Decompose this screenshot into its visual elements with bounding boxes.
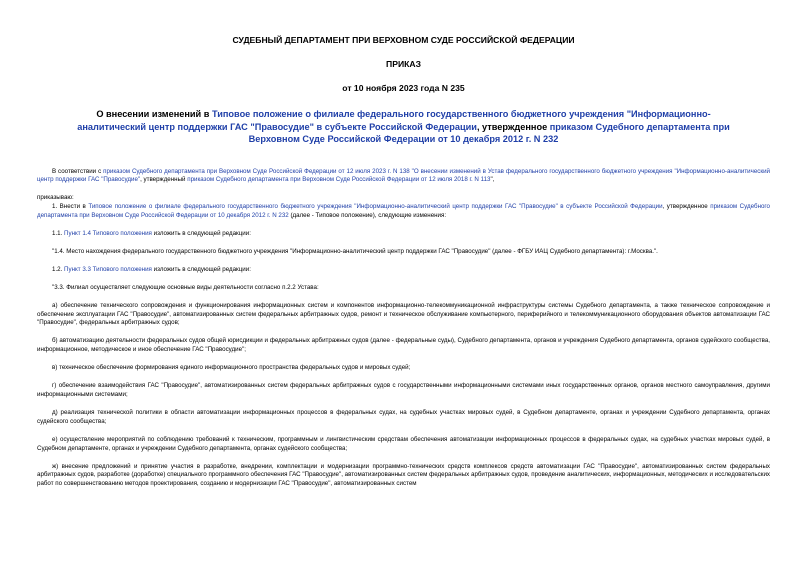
- paragraph-point-1-4: "1.4. Место нахождения федерального государственного бюджетного учреждения "Информационно-аналитический центр поддержки ГАС "Правосудие" (далее - ФГБУ ИАЦ Судебного департамента): г.Москва.".: [52, 247, 658, 255]
- link-point-1-4[interactable]: Пункт 1.4: [64, 230, 91, 238]
- link-typical-regulation-short-2[interactable]: Типового положения: [92, 265, 152, 273]
- paragraph-item-1-1: [37, 230, 770, 239]
- paragraph-subpoint-b: б) автоматизацию деятельности федеральных судов общей юрисдикции и федеральных арбитражных судов (далее - федеральные суды), Судебного департамента, органов и учреждения Судебного департамента, органов судейского сообщества, информационное, методическое и иное обеспечение ГАС "Правосудие";: [37, 337, 770, 354]
- item-1-text-post: (далее - Типовое положение), следующие изменения:: [288, 212, 447, 220]
- link-typical-regulation[interactable]: Типовое положение о филиале федерального государственного бюджетного учреждения "Информационно-аналитический центр поддержки ГАС "Правосудие" в субъекте Российской Федерации: [88, 203, 663, 211]
- paragraph-subpoint-v: в) техническое обеспечение формирования единого информационного пространства федеральных судов и мировых судей;: [52, 364, 411, 372]
- title-text-mid: , утвержденное: [476, 121, 550, 132]
- document-date: от 10 ноября 2023 года N 235: [342, 83, 465, 93]
- document-body: [37, 168, 770, 490]
- paragraph-order-word: приказываю:: [37, 194, 74, 202]
- paragraph-item-1-2: [37, 266, 770, 275]
- paragraph-subpoint-d: д) реализация технической политики в области автоматизации информационных процессов в федеральных судах, на судебных участках мировых судей, в Судебном департаменте, органах и учреждении Судебного департамента, органах судейского сообщества;: [37, 408, 770, 425]
- preamble-text: В соответствии с: [52, 167, 104, 175]
- link-order-113[interactable]: приказом Судебного департамента при Верховном Суде Российской Федерации от 12 июля 2018 г. N 113: [187, 176, 491, 184]
- preamble-text-mid: , утвержденный: [140, 176, 188, 184]
- document-type-heading: ПРИКАЗ: [386, 59, 421, 69]
- item-1-1-number: 1.1.: [52, 230, 65, 238]
- paragraph-point-3-3: "3.3. Филиал осуществляет следующие основные виды деятельности согласно п.2.2 Устава:: [52, 283, 319, 291]
- item-1-text-mid: , утвержденное: [662, 203, 711, 211]
- title-link-order-232[interactable]: приказом Судебного департамента при Верховном Суде Российской Федерации от 10 декабря 2012 г. N 232: [248, 121, 730, 144]
- item-1-2-text: изложить в следующей редакции:: [151, 265, 251, 273]
- paragraph-subpoint-a: а) обеспечение технического сопровождения и функционирования информационных систем и компонентов информационно-телекоммуникационной инфраструктуры системы Судебного департамента, а также техническое сопровождение и обеспечение эксплуатации ГАС "Правосудие", автоматизированных систем федеральных арбитражных судов, ремонт и техническое обслуживание компьютерного, периферийного и телекоммуникационного оборудования объектов автоматизации ГАС "Правосудие", федеральных арбитражных судов;: [37, 301, 770, 327]
- item-1-2-number: 1.2.: [52, 265, 65, 273]
- item-1-1-text: изложить в следующей редакции:: [151, 230, 251, 238]
- title-link-typical-regulation[interactable]: Типовое положение о филиале федерального государственного бюджетного учреждения "Информационно-аналитический центр поддержки ГАС "Правосудие" в субъекте Российской Федерации: [77, 109, 711, 132]
- paragraph-item-1: [37, 203, 770, 221]
- preamble-text-post: ",: [490, 176, 495, 184]
- title-text-pre: О внесении изменений в: [96, 109, 212, 119]
- link-typical-regulation-short[interactable]: Типового положения: [92, 230, 152, 238]
- link-order-138[interactable]: приказом Судебного департамента при Верховном Суде Российской Федерации от 12 июля 2023 г. N 138 "О внесении изменений в Устав федерального государственного бюджетного учреждения "Информационно-аналитический центр поддержки ГАС "Правосудие": [37, 167, 770, 184]
- link-order-232[interactable]: приказом Судебного департамента при Верховном Суде Российской Федерации от 10 декабря 2012 г. N 232: [37, 203, 770, 220]
- paragraph-subpoint-e: е) осуществление мероприятий по соблюдению требований к техническим, программным и лингвистическим средствам обеспечения автоматизации информационных процессов в федеральных судах, на судебных участках мировых судей, в Судебном департаменте, органах и учреждении Судебного департамента, органах судейского сообщества;: [37, 435, 770, 452]
- paragraph-subpoint-g: г) обеспечение взаимодействия ГАС "Правосудие", автоматизированных систем федеральных арбитражных судов с государственными информационными системами иных государственных органов, органов местного самоуправления, другими информационными системами;: [37, 382, 770, 398]
- paragraph-preamble: [37, 168, 770, 186]
- document-title: [62, 108, 745, 146]
- organization-heading: СУДЕБНЫЙ ДЕПАРТАМЕНТ ПРИ ВЕРХОВНОМ СУДЕ РОССИЙСКОЙ ФЕДЕРАЦИИ: [232, 35, 575, 45]
- item-1-text: 1. Внести в: [52, 203, 89, 211]
- link-point-3-3[interactable]: Пункт 3.3: [64, 265, 91, 273]
- paragraph-subpoint-zh: ж) внесение предложений и принятие участия в разработке, внедрении, комплектации и модернизации программно-технических средств комплексов средств автоматизации ГАС "Правосудие", автоматизированных систем федеральных арбитражных судов, разработке (доработке) специального программного обеспечения ГАС "Правосудие", автоматизированных систем федеральных арбитражных судов, проведение аналитических, информационных, методических и исследовательских работ по совершенствованию методов проектирования, созданию и модернизации ГАС "Правосудие", автоматизированных систем: [37, 462, 770, 488]
